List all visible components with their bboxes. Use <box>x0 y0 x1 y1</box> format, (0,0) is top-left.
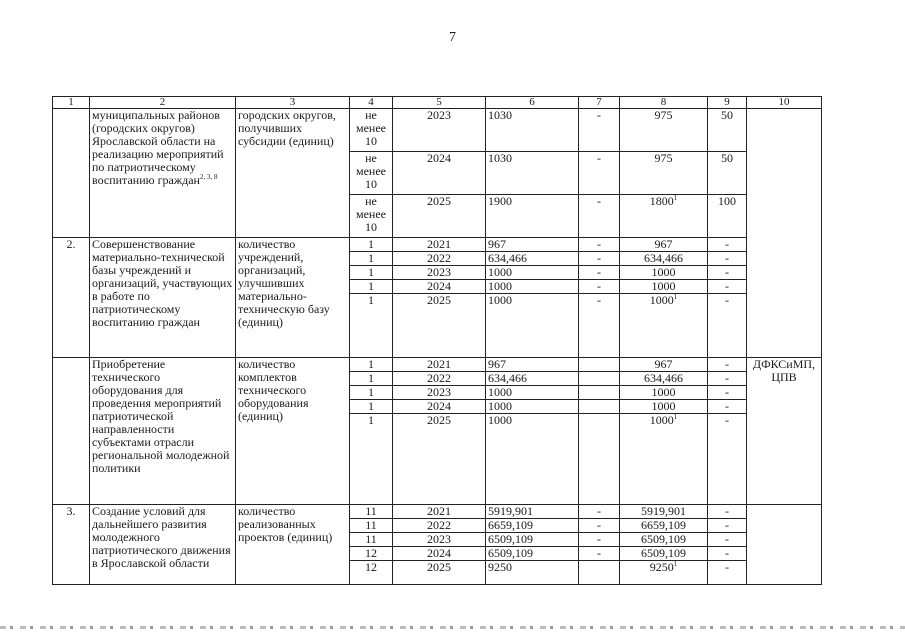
federal-cell: - <box>579 519 620 533</box>
regional-cell: 6659,109 <box>620 519 708 533</box>
federal-cell <box>579 386 620 400</box>
measure-name: Приобретение технического оборудования для проведения мероприятий патриотической направленности субъектами отрасли региональной молодежной политики <box>90 358 236 505</box>
year-cell: 2023 <box>393 109 486 152</box>
indicator-name: количество реализованных проектов (единиц) <box>236 505 350 585</box>
year-cell: 2022 <box>393 519 486 533</box>
year-cell: 2021 <box>393 505 486 519</box>
local-cell: - <box>708 238 747 252</box>
item-number <box>53 109 90 238</box>
target-value: не менее 10 <box>350 195 393 238</box>
local-cell: - <box>708 372 747 386</box>
measure-name: Совершенствование материально-технической базы учреждений и организаций, участвующих в работе по патриотическому воспитанию граждан <box>90 238 236 358</box>
scan-edge-artifact <box>0 626 905 629</box>
total-cell: 6509,109 <box>486 533 579 547</box>
regional-cell: 1000 <box>620 400 708 414</box>
total-cell: 5919,901 <box>486 505 579 519</box>
federal-cell: - <box>579 152 620 195</box>
local-cell: - <box>708 400 747 414</box>
year-cell: 2025 <box>393 561 486 585</box>
total-cell: 967 <box>486 358 579 372</box>
year-cell: 2025 <box>393 414 486 505</box>
local-cell: - <box>708 519 747 533</box>
measure-name: муниципальных районов (городских округов) Ярославской области на реализацию мероприятий по патриотическому воспитанию граждан$^{2, 3, 8}$ <box>90 109 236 238</box>
local-cell: - <box>708 533 747 547</box>
col-header: 6 <box>486 97 579 109</box>
executor-cell <box>747 505 822 585</box>
item-number: 3. <box>53 505 90 585</box>
target-value: 1 <box>350 266 393 280</box>
federal-cell <box>579 414 620 505</box>
regional-cell: 1000 <box>620 386 708 400</box>
col-header: 8 <box>620 97 708 109</box>
total-cell: 1000 <box>486 386 579 400</box>
total-cell: 1000 <box>486 280 579 294</box>
regional-cell: 967 <box>620 238 708 252</box>
col-header: 1 <box>53 97 90 109</box>
regional-cell: 5919,901 <box>620 505 708 519</box>
regional-cell: 1800$^1$ <box>620 195 708 238</box>
target-value: 1 <box>350 358 393 372</box>
executor-cell <box>747 109 822 358</box>
regional-cell: 967 <box>620 358 708 372</box>
local-cell: - <box>708 252 747 266</box>
federal-cell: - <box>579 505 620 519</box>
federal-cell: - <box>579 109 620 152</box>
year-cell: 2022 <box>393 372 486 386</box>
federal-cell: - <box>579 195 620 238</box>
regional-cell: 975 <box>620 109 708 152</box>
federal-cell <box>579 561 620 585</box>
federal-cell: - <box>579 252 620 266</box>
total-cell: 6509,109 <box>486 547 579 561</box>
regional-cell: 1000$^1$ <box>620 414 708 505</box>
measure-name: Создание условий для дальнейшего развития молодежного патриотического движения в Ярославской области <box>90 505 236 585</box>
year-cell: 2021 <box>393 358 486 372</box>
indicator-name: количество комплектов технического оборудования (единиц) <box>236 358 350 505</box>
local-cell: - <box>708 266 747 280</box>
year-cell: 2024 <box>393 280 486 294</box>
year-cell: 2021 <box>393 238 486 252</box>
federal-cell: - <box>579 533 620 547</box>
regional-cell: 975 <box>620 152 708 195</box>
regional-cell: 634,466 <box>620 372 708 386</box>
program-table <box>52 96 822 585</box>
year-cell: 2023 <box>393 533 486 547</box>
total-cell: 1030 <box>486 109 579 152</box>
federal-cell: - <box>579 280 620 294</box>
table-row <box>53 238 822 252</box>
page-number: 7 <box>449 30 456 45</box>
local-cell: - <box>708 561 747 585</box>
local-cell: 50 <box>708 109 747 152</box>
col-header: 4 <box>350 97 393 109</box>
federal-cell: - <box>579 547 620 561</box>
target-value: 12 <box>350 561 393 585</box>
local-cell: - <box>708 505 747 519</box>
indicator-name: городских округов, получивших субсидии (единиц) <box>236 109 350 238</box>
federal-cell <box>579 358 620 372</box>
local-cell: - <box>708 358 747 372</box>
local-cell: 100 <box>708 195 747 238</box>
item-number: 2. <box>53 238 90 358</box>
table-row <box>53 358 822 372</box>
local-cell: - <box>708 294 747 358</box>
item-number <box>53 358 90 505</box>
target-value: 11 <box>350 505 393 519</box>
total-cell: 967 <box>486 238 579 252</box>
target-value: 1 <box>350 238 393 252</box>
total-cell: 634,466 <box>486 252 579 266</box>
table-row <box>53 109 822 152</box>
col-header: 2 <box>90 97 236 109</box>
indicator-name: количество учреждений, организаций, улучшивших материально-техническую базу (единиц) <box>236 238 350 358</box>
total-cell: 634,466 <box>486 372 579 386</box>
target-value: 1 <box>350 252 393 266</box>
regional-cell: 634,466 <box>620 252 708 266</box>
regional-cell: 6509,109 <box>620 533 708 547</box>
local-cell: - <box>708 414 747 505</box>
local-cell: - <box>708 280 747 294</box>
federal-cell <box>579 400 620 414</box>
target-value: не менее 10 <box>350 152 393 195</box>
federal-cell: - <box>579 294 620 358</box>
year-cell: 2024 <box>393 547 486 561</box>
regional-cell: 1000 <box>620 280 708 294</box>
local-cell: - <box>708 386 747 400</box>
local-cell: 50 <box>708 152 747 195</box>
federal-cell: - <box>579 238 620 252</box>
year-cell: 2023 <box>393 386 486 400</box>
total-cell: 1000 <box>486 414 579 505</box>
target-value: 1 <box>350 414 393 505</box>
target-value: 11 <box>350 519 393 533</box>
executor-cell: ДФКСиМП, ЦПВ <box>747 358 822 505</box>
total-cell: 1030 <box>486 152 579 195</box>
target-value: 1 <box>350 400 393 414</box>
year-cell: 2024 <box>393 400 486 414</box>
col-header: 3 <box>236 97 350 109</box>
total-cell: 9250 <box>486 561 579 585</box>
regional-cell: 1000$^1$ <box>620 294 708 358</box>
target-value: 1 <box>350 372 393 386</box>
total-cell: 1000 <box>486 400 579 414</box>
year-cell: 2024 <box>393 152 486 195</box>
federal-cell <box>579 372 620 386</box>
total-cell: 1900 <box>486 195 579 238</box>
header-row <box>53 97 822 109</box>
target-value: 11 <box>350 533 393 547</box>
target-value: 1 <box>350 294 393 358</box>
target-value: 1 <box>350 386 393 400</box>
federal-cell: - <box>579 266 620 280</box>
regional-cell: 9250$^1$ <box>620 561 708 585</box>
col-header: 9 <box>708 97 747 109</box>
year-cell: 2025 <box>393 195 486 238</box>
table-row <box>53 505 822 519</box>
regional-cell: 1000 <box>620 266 708 280</box>
total-cell: 1000 <box>486 294 579 358</box>
local-cell: - <box>708 547 747 561</box>
year-cell: 2025 <box>393 294 486 358</box>
target-value: 1 <box>350 280 393 294</box>
total-cell: 6659,109 <box>486 519 579 533</box>
col-header: 5 <box>393 97 486 109</box>
year-cell: 2022 <box>393 252 486 266</box>
target-value: 12 <box>350 547 393 561</box>
regional-cell: 6509,109 <box>620 547 708 561</box>
col-header: 7 <box>579 97 620 109</box>
target-value: не менее 10 <box>350 109 393 152</box>
col-header: 10 <box>747 97 822 109</box>
year-cell: 2023 <box>393 266 486 280</box>
total-cell: 1000 <box>486 266 579 280</box>
